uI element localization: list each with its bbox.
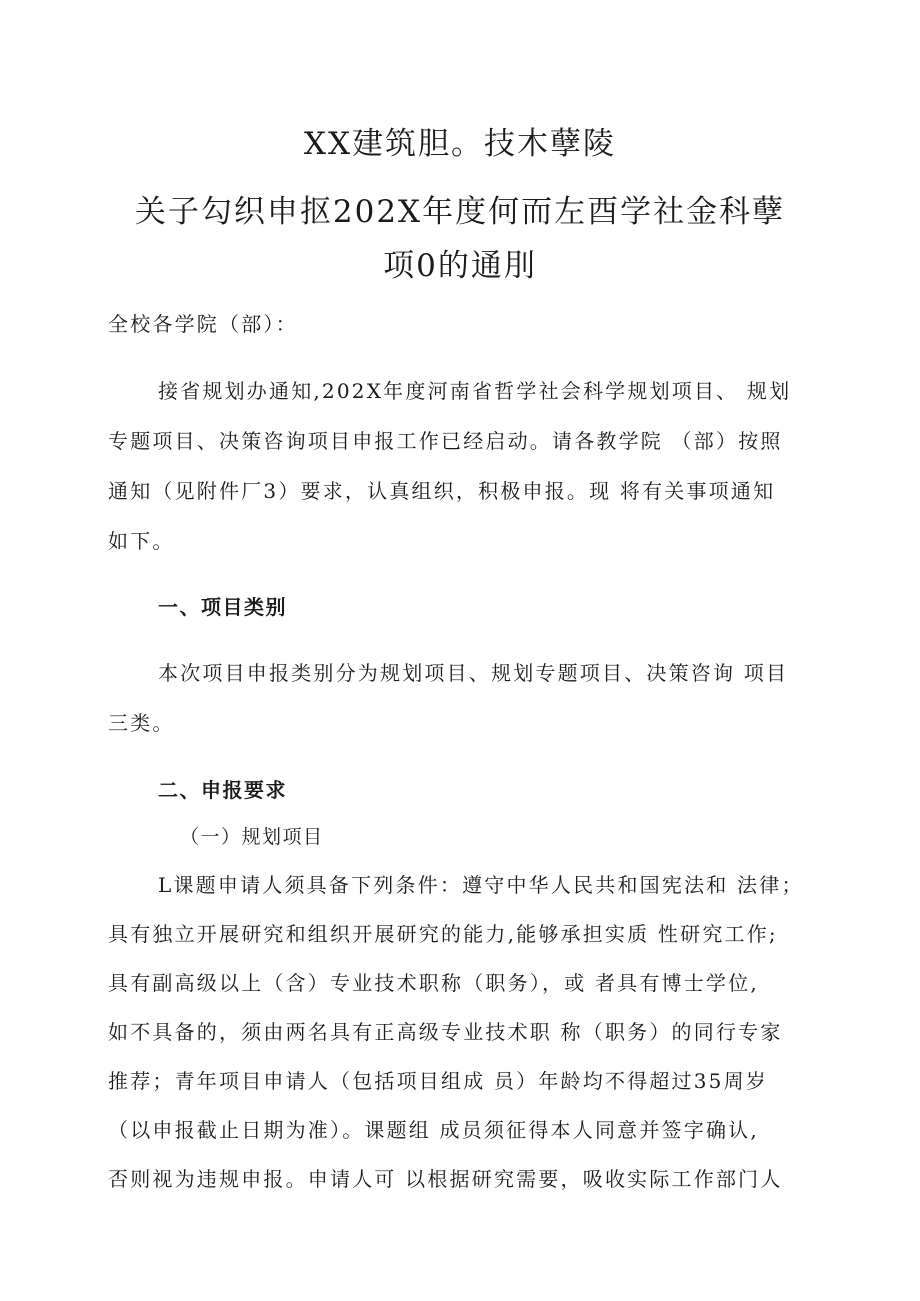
section-2-line: 推荐；青年项目申请人（包括项目组成 员）年龄均不得超过35周岁 xyxy=(108,1069,769,1093)
section-2-line: 具有独立开展研究和组织开展研究的能力,能够承担实质 性研究工作; xyxy=(108,922,778,946)
section-2-line: 如不具备的，须由两名具有正高级专业技术职 称（职务）的同行专家 xyxy=(108,1020,783,1044)
salutation: 全校各学院（部）： xyxy=(108,312,298,336)
section-2-heading: 二、申报要求 xyxy=(158,778,287,802)
intro-line: 如下。 xyxy=(108,529,175,553)
intro-line: 通知（见附件厂3）要求，认真组织，积极申报。现 将有关事项通知 xyxy=(108,479,776,503)
document-title-line-1: XX建筑胆。技木孽陵 xyxy=(303,126,617,162)
section-1-heading: 一、项目类别 xyxy=(158,595,287,619)
intro-line: 接省规划办通知,202X年度河南省哲学社会科学规划项目、 规划 xyxy=(158,379,792,403)
section-2-subheading: （一）规划项目 xyxy=(180,826,324,848)
section-2-line: L课题申请人须具备下列条件：遵守中华人民共和国宪法和 法律； xyxy=(158,873,804,897)
section-2-line: 否则视为违规申报。申请人可 以根据研究需要，吸收实际工作部门人 xyxy=(108,1167,783,1191)
section-1-line: 三类。 xyxy=(108,711,175,735)
document-title-line-3: 项0的通刖 xyxy=(383,248,537,284)
document-title-line-2: 关子勾织申抠202X年度何而左酉学社金科孽 xyxy=(134,194,786,230)
section-1-line: 本次项目申报类别分为规划项目、规划专题项目、决策咨询 项目 xyxy=(158,661,789,685)
section-2-line: （以申报截止日期为准）。课题组 成员须征得本人同意并签字确认, xyxy=(108,1118,759,1142)
intro-line: 专题项目、决策咨询项目申报工作已经启动。请各教学院 （部）按照 xyxy=(108,429,783,453)
section-2-line: 具有副高级以上（含）专业技术职称（职务），或 者具有博士学位, xyxy=(108,971,759,995)
